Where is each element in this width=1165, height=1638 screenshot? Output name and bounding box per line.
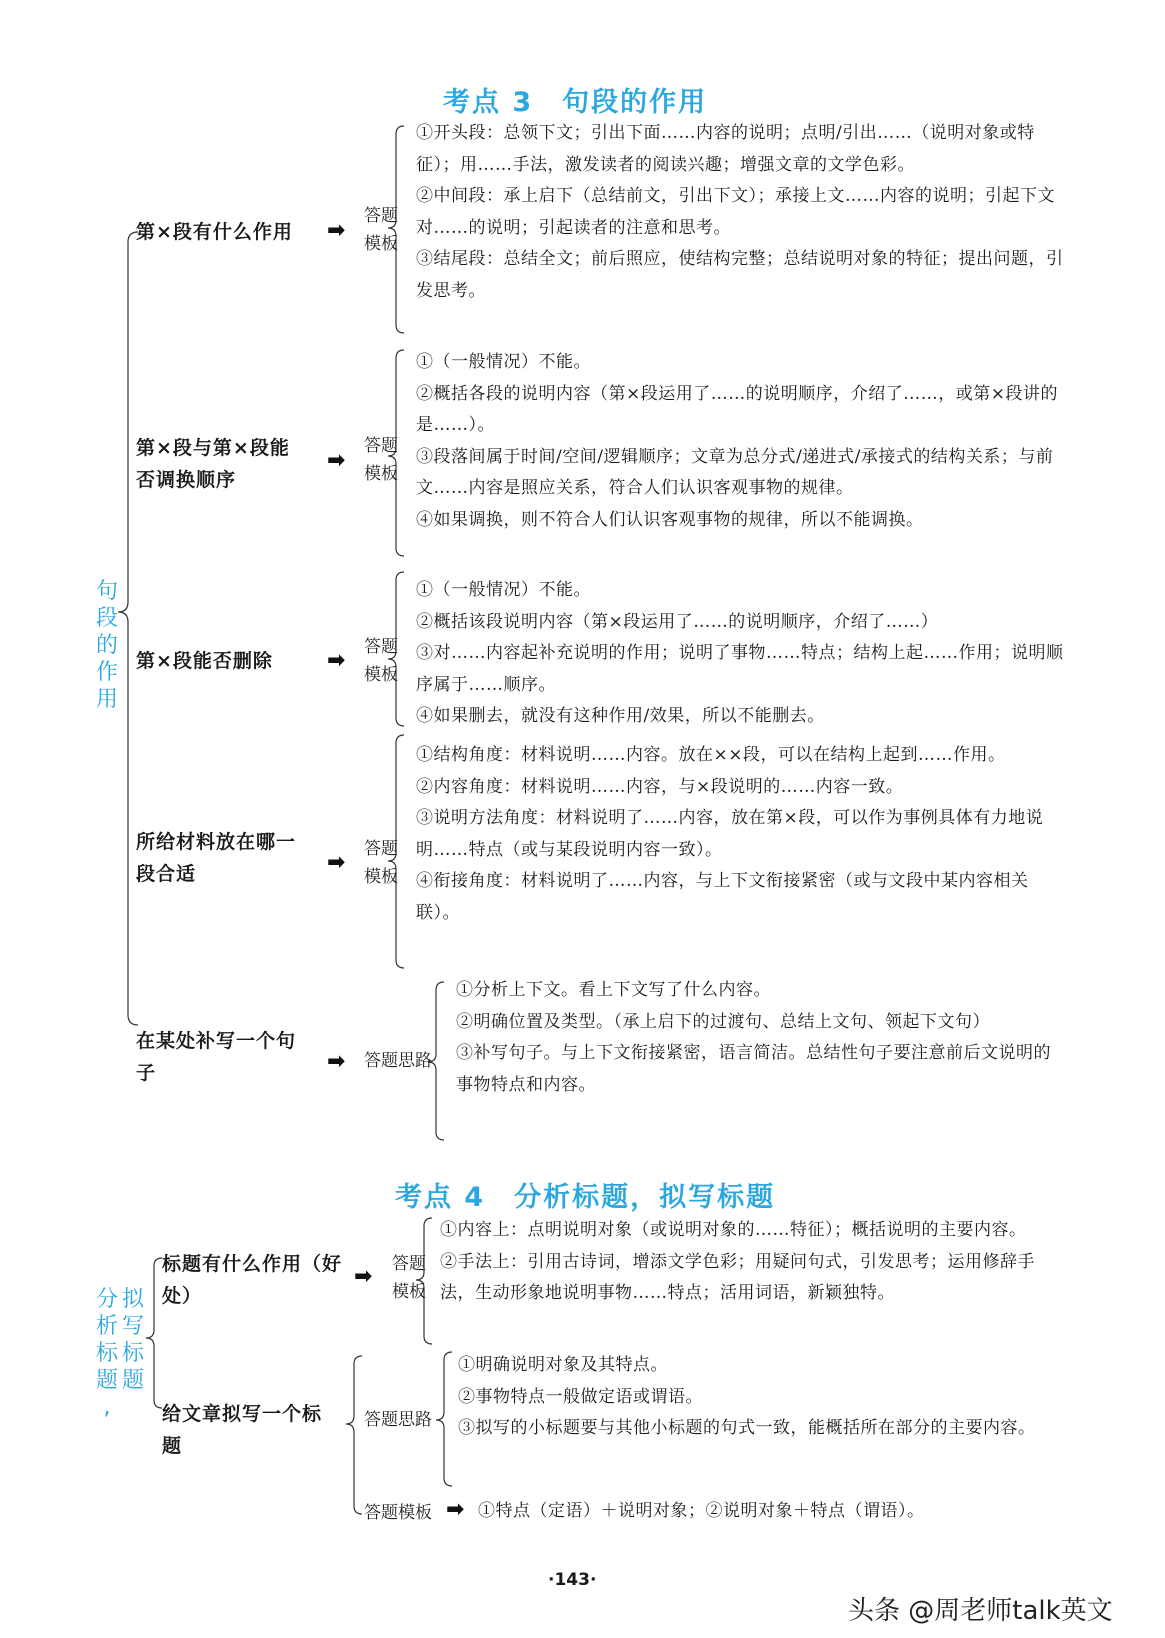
list-item: ③对……内容起补充说明的作用；说明了事物……特点；结构上起……作用；说明顺序属于……顺序。 <box>416 643 1064 695</box>
question-swap-order: 第×段与第×段能 否调换顺序 <box>136 437 290 491</box>
watermark: 头条 @周老师talk英文 <box>848 1596 1113 1626</box>
list-item: ③结尾段：总结全文；前后照应，使结构完整；总结说明对象的特征；提出问题，引发思考。 <box>416 249 1064 301</box>
list-item: ②内容角度：材料说明……内容，与×段说明的……内容一致。 <box>416 776 904 797</box>
answer-list <box>416 740 1066 929</box>
list-item: ④衔接角度：材料说明了……内容，与上下文衔接紧密（或与文段中某内容相关联）。 <box>416 871 1029 923</box>
list-item: ②中间段：承上启下（总结前文，引出下文）；承接上文……内容的说明；引起下文对……的说明；引起读者的注意和思考。 <box>416 186 1055 238</box>
template-text: ①特点（定语）＋说明对象；②说明对象＋特点（谓语）。 <box>478 1501 925 1521</box>
list-item: ①结构角度：材料说明……内容。放在××段，可以在结构上起到……作用。 <box>416 745 1006 765</box>
arrow-icon: ➡ <box>327 648 346 673</box>
answer-template-label: 答题 模板 <box>364 436 398 484</box>
list-item: ①明确说明对象及其特点。 <box>458 1355 668 1375</box>
section4-vertical-label-col1: 分 析 标 题 , <box>95 1287 118 1420</box>
answer-template-label: 答题 模板 <box>392 1254 426 1302</box>
list-item: ②手法上：引用古诗词，增添文学色彩；用疑问句式，引发思考；运用修辞手法，生动形象地说明事物……特点；活用词语，新颖独特。 <box>440 1251 1035 1303</box>
section3-vertical-label: 句 段 的 作 用 <box>95 579 118 712</box>
list-item: ②事物特点一般做定语或谓语。 <box>458 1386 703 1407</box>
list-item: ④如果调换，则不符合人们认识客观事物的规律，所以不能调换。 <box>416 509 924 530</box>
question-delete-paragraph: 第×段能否删除 <box>136 650 273 672</box>
answer-thinking-label: 答题思路 <box>364 1051 432 1071</box>
answer-list <box>416 575 1066 733</box>
section4-vertical-label-col2: 拟 写 标 题 <box>121 1287 144 1393</box>
question-material-placement: 所给材料放在哪一 段合适 <box>136 831 297 885</box>
list-item: ②概括该段说明内容（第×段运用了……的说明顺序，介绍了……） <box>416 611 939 632</box>
arrow-icon: ➡ <box>327 850 346 875</box>
list-item: ③拟写的小标题要与其他小标题的句式一致，能概括所在部分的主要内容。 <box>458 1418 1036 1438</box>
list-item: ③说明方法角度：材料说明了……内容，放在第×段，可以作为事例具体有力地说明……特点（或与某段说明内容一致）。 <box>416 808 1044 860</box>
answer-list <box>416 118 1066 307</box>
answer-list <box>440 1215 1066 1310</box>
list-item: ②明确位置及类型。（承上启下的过渡句、总结上文句、领起下文句） <box>456 1011 990 1032</box>
page-number: ·143· <box>548 1570 597 1590</box>
answer-thinking-label: 答题思路 <box>364 1410 432 1430</box>
arrow-icon: ➡ <box>327 1049 346 1074</box>
list-item: ①内容上：点明说明对象（或说明对象的……特征）；概括说明的主要内容。 <box>440 1220 1027 1240</box>
arrow-icon: ➡ <box>327 448 346 473</box>
question-title-function: 标题有什么作用（好 处） <box>162 1253 343 1307</box>
list-item: ①分析上下文。看上下文写了什么内容。 <box>456 980 771 1000</box>
arrow-icon: ➡ <box>354 1264 373 1289</box>
question-paragraph-function: 第×段有什么作用 <box>136 221 293 243</box>
answer-list <box>416 347 1066 536</box>
answer-list <box>456 975 1066 1101</box>
question-fill-sentence: 在某处补写一个句 子 <box>136 1030 297 1084</box>
list-item: ③段落间属于时间/空间/逻辑顺序；文章为总分式/递进式/承接式的结构关系；与前文……内容是照应关系，符合人们认识客观事物的规律。 <box>416 446 1054 498</box>
list-item: ④如果删去，就没有这种作用/效果，所以不能删去。 <box>416 706 825 726</box>
question-write-title: 给文章拟写一个标 题 <box>162 1403 323 1457</box>
section3-title: 考点 3 句段的作用 <box>443 87 708 118</box>
answer-template-label: 答题模板 <box>364 1503 432 1523</box>
list-item: ①（一般情况）不能。 <box>416 352 591 372</box>
list-item: ②概括各段的说明内容（第×段运用了……的说明顺序，介绍了……，或第×段讲的是……）。 <box>416 383 1058 435</box>
section4-title: 考点 4 分析标题，拟写标题 <box>395 1182 776 1213</box>
answer-list <box>458 1350 1066 1445</box>
list-item: ①（一般情况）不能。 <box>416 580 591 600</box>
arrow-icon: ➡ <box>446 1497 465 1522</box>
answer-template-label: 答题 模板 <box>364 206 398 254</box>
list-item: ③补写句子。与上下文衔接紧密，语言简洁。总结性句子要注意前后文说明的事物特点和内容。 <box>456 1043 1051 1095</box>
answer-template-label: 答题 模板 <box>364 839 398 887</box>
answer-template-label: 答题 模板 <box>364 637 398 685</box>
list-item: ①开头段：总领下文；引出下面……内容的说明；点明/引出……（说明对象或特征）；用……手法，激发读者的阅读兴趣；增强文章的文学色彩。 <box>416 123 1035 175</box>
arrow-icon: ➡ <box>327 218 346 243</box>
